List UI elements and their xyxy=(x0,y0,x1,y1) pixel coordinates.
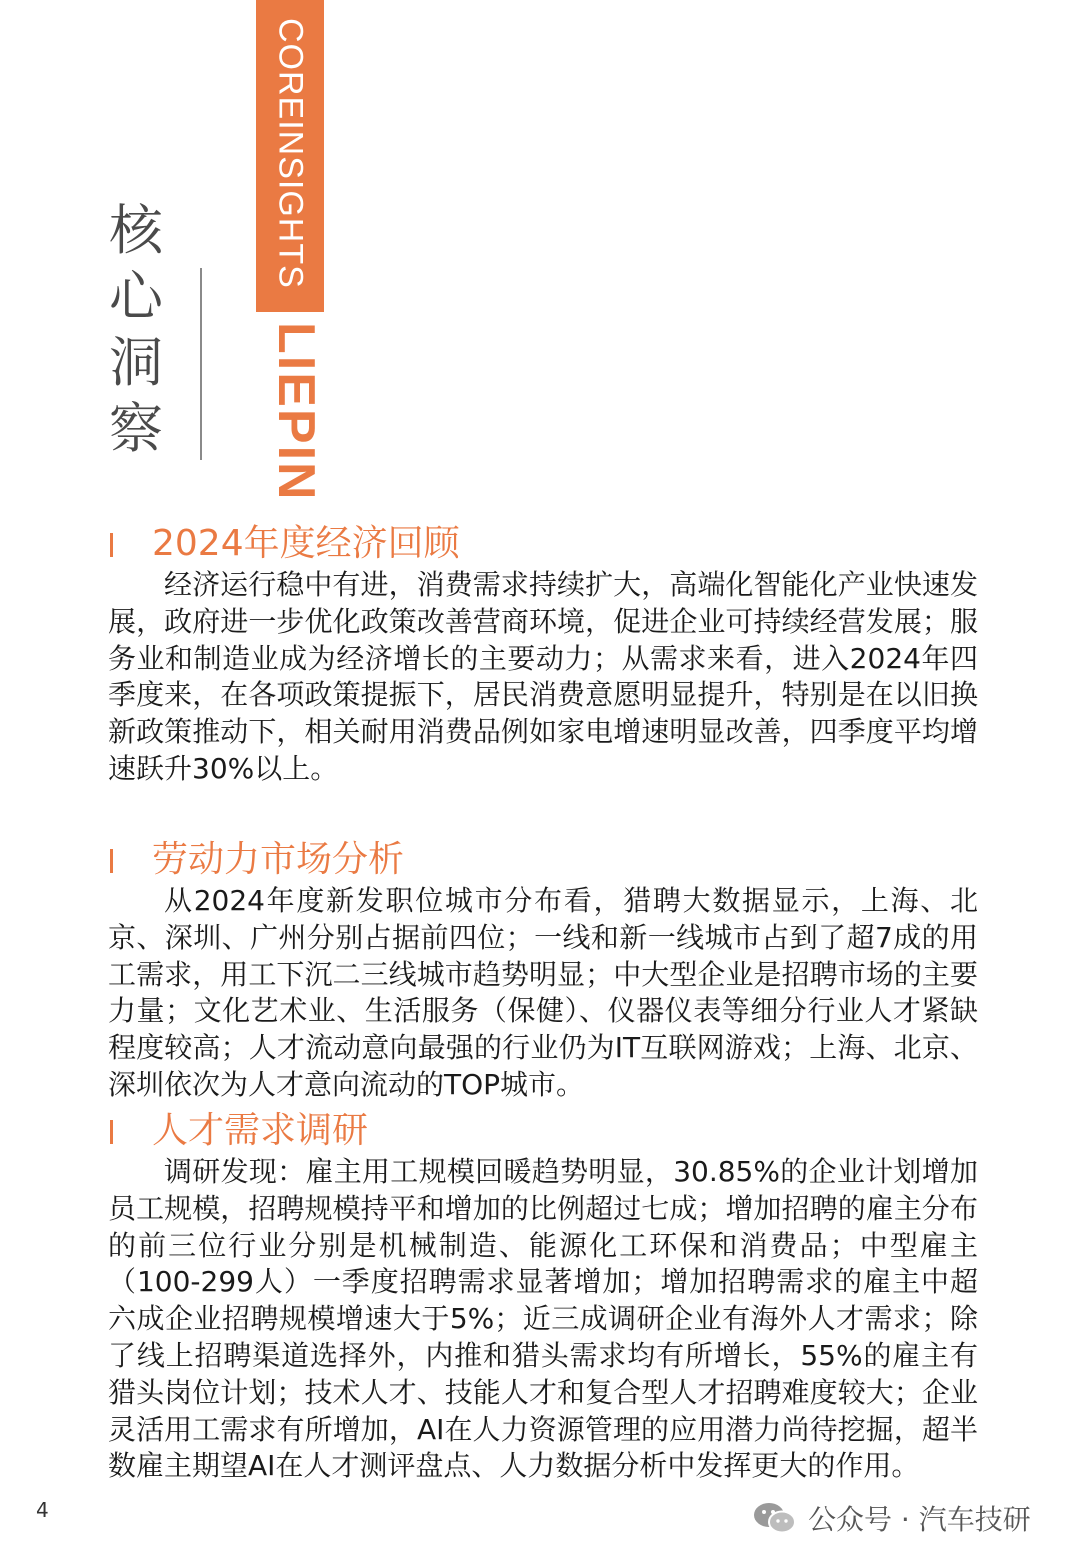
page-title: 核心洞察 xyxy=(109,199,163,460)
section-heading-text: 2024年度经济回顾 xyxy=(152,523,460,564)
section-body: 调研发现：雇主用工规模回暖趋势明显，30.85%的企业计划增加员工规模，招聘规模持平和增加的比例超过七成；增加招聘的雇主分布的前三位行业分别是机械制造、能源化工环保和消费品；中型雇主（100-299人）一季度招聘需求显著增加；增加招聘需求的雇主中超六成企业招聘规模增速大于5%；近三成调研企业有海外人才需求；除了线上招聘渠道选择外，内推和猎头需求均有所增长，55%的雇主有猎头岗位计划；技术人才、技能人才和复合型人才招聘难度较大；企业灵活用工需求有所增加，AI在人力资源管理的应用潜力尚待挖掘，超半数雇主期望AI在人才测评盘点、人力数据分析中发挥更大的作用。 xyxy=(108,1155,978,1483)
brand-sub-text: COREINSIGHTS xyxy=(271,18,310,289)
section-heading xyxy=(108,837,978,883)
watermark-text: 公众号 · 汽车技研 xyxy=(808,1503,1031,1536)
brand-logo-text: LIEPIN xyxy=(267,322,325,502)
title-divider xyxy=(200,268,202,460)
brand-sub-box xyxy=(256,0,324,312)
section-heading xyxy=(108,1108,978,1154)
section-heading-text: 人才需求调研 xyxy=(152,1110,369,1151)
heading-marker xyxy=(110,849,113,873)
section-body: 经济运行稳中有进，消费需求持续扩大，高端化智能化产业快速发展，政府进一步优化政策改善营商环境，促进企业可持续经营发展；服务业和制造业成为经济增长的主要动力；从需求来看，进入2024年四季度来，在各项政策提振下，居民消费意愿明显提升，特别是在以旧换新政策推动下，相关耐用消费品例如家电增速明显改善，四季度平均增速跃升30%以上。 xyxy=(108,568,978,785)
section-heading xyxy=(108,521,978,567)
heading-marker xyxy=(110,533,113,557)
section-economy-review xyxy=(108,521,978,788)
section-heading-text: 劳动力市场分析 xyxy=(152,839,405,880)
section-labor-market xyxy=(108,837,978,1104)
page-number: 4 xyxy=(36,1498,49,1522)
wechat-icon xyxy=(752,1500,798,1540)
section-body: 从2024年度新发职位城市分布看，猎聘大数据显示，上海、北京、深圳、广州分别占据前四位；一线和新一线城市占到了超7成的用工需求，用工下沉二三线城市趋势明显；中大型企业是招聘市场的主要力量；文化艺术业、生活服务（保健）、仪器仪表等细分行业人才紧缺程度较高；人才流动意向最强的行业仍为IT互联网游戏；上海、北京、深圳依次为人才意向流动的TOP城市。 xyxy=(108,884,978,1101)
heading-marker xyxy=(110,1120,113,1144)
section-talent-survey xyxy=(108,1108,978,1485)
